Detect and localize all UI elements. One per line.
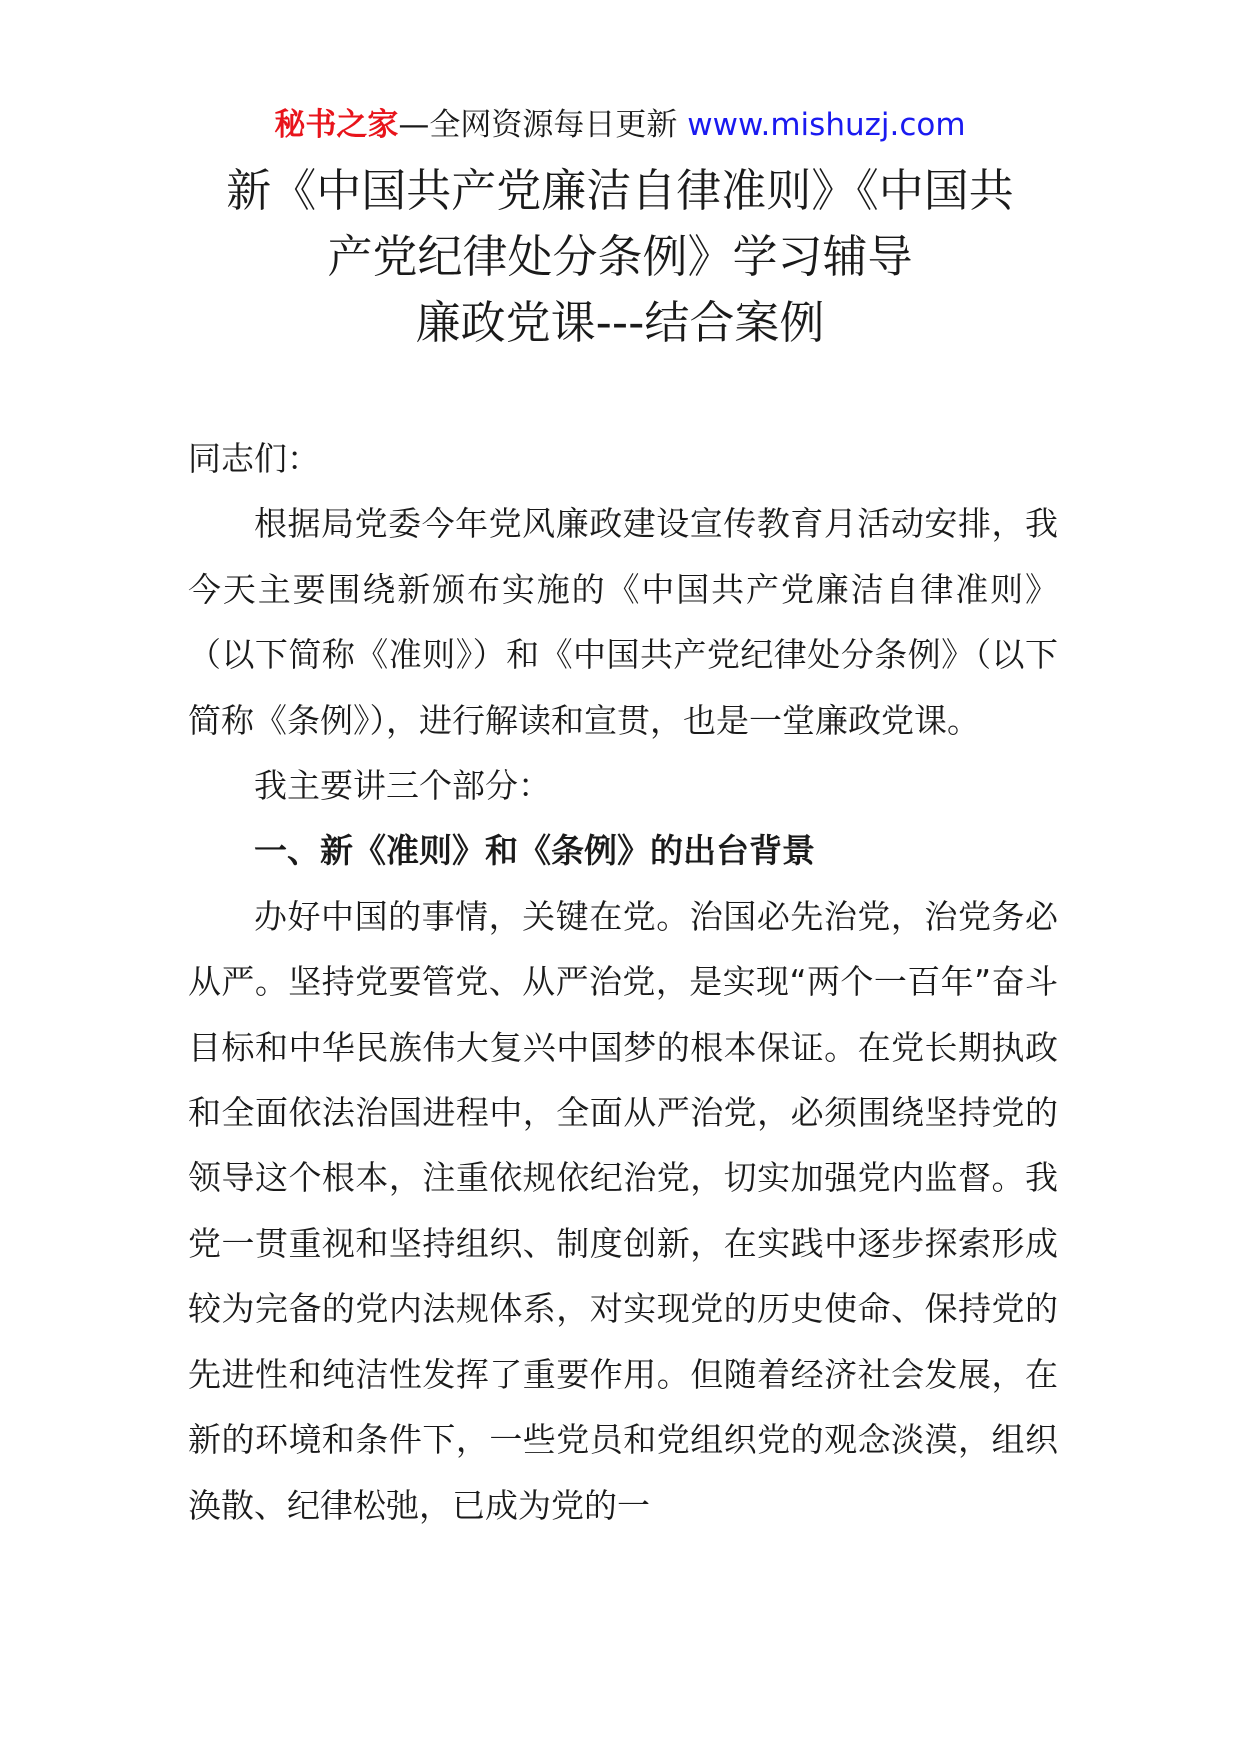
document-title	[150, 158, 1090, 356]
paragraph-background: 办好中国的事情，关键在党。治国必先治党，治党务必从严。坚持党要管党、从严治党，是实现“两个一百年”奋斗目标和中华民族伟大复兴中国梦的根本保证。在党长期执政和全面依法治国进程中，全面从严治党，必须围绕坚持党的领导这个根本，注重依规依纪治党，切实加强党内监督。我党一贯重视和坚持组织、制度创新，在实践中逐步探索形成较为完备的党内法规体系，对实现党的历史使命、保持党的先进性和纯洁性发挥了重要作用。但随着经济社会发展，在新的环境和条件下，一些党员和党组织党的观念淡漠，组织涣散、纪律松弛，已成为党的一	[188, 896, 1058, 1525]
header-slogan: —全网资源每日更新	[398, 107, 678, 143]
section-heading-1: 一、新《准则》和《条例》的出台背景	[254, 831, 815, 871]
title-line-1: 新《中国共产党廉洁自律准则》《中国共	[226, 164, 1014, 217]
title-line-3: 廉政党课---结合案例	[415, 296, 825, 349]
paragraph-outline: 我主要讲三个部分：	[254, 766, 551, 806]
salutation: 同志们：	[188, 439, 320, 478]
document-body	[188, 426, 1058, 1538]
header-banner	[0, 100, 1240, 150]
paragraph-intro: 根据局党委今年党风廉政建设宣传教育月活动安排，我今天主要围绕新颁布实施的《中国共产党廉洁自律准则》（以下简称《准则》）和《中国共产党纪律处分条例》（以下简称《条例》），进行解读和宣贯，也是一堂廉政党课。	[188, 504, 1058, 740]
title-line-2: 产党纪律处分条例》学习辅导	[327, 230, 913, 283]
header-url-link[interactable]: www.mishuzj.com	[687, 107, 966, 143]
brand-name: 秘书之家	[274, 107, 399, 143]
